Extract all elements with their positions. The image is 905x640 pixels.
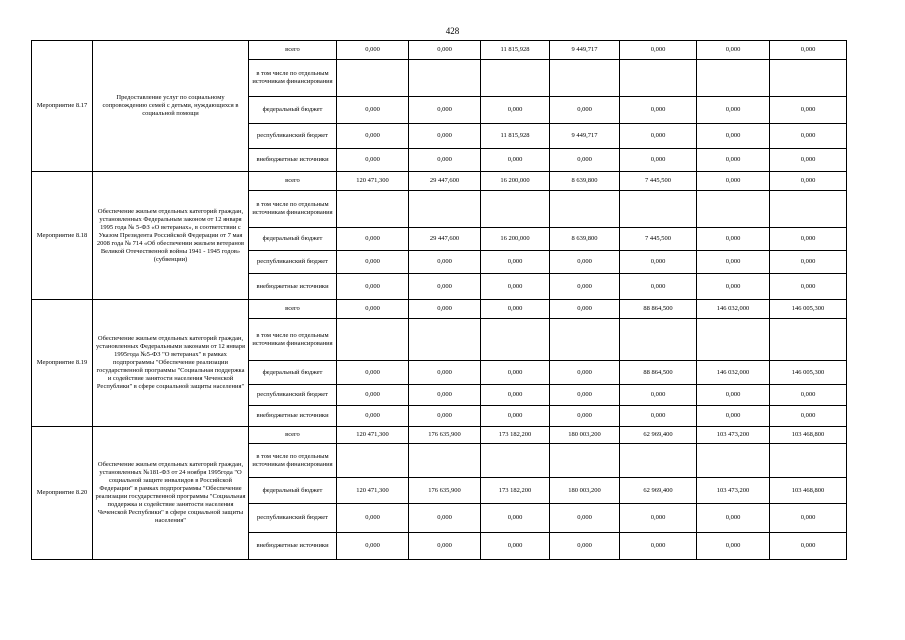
value-cell: 0,000 xyxy=(550,97,620,124)
value-cell: 0,000 xyxy=(697,149,770,172)
value-cell: 0,000 xyxy=(337,361,409,385)
value-cell: 146 032,000 xyxy=(697,361,770,385)
table-row xyxy=(32,300,847,319)
value-cell: 0,000 xyxy=(697,385,770,406)
description-cell: Предоставление услуг по социальному сопровождению семей с детьми, нуждающихся в социальной помощи xyxy=(93,41,249,172)
value-cell: 0,000 xyxy=(697,172,770,191)
value-cell: 103 473,200 xyxy=(697,478,770,504)
value-cell xyxy=(697,191,770,228)
value-cell: 0,000 xyxy=(620,251,697,274)
value-cell: 0,000 xyxy=(770,406,847,427)
funding-source-cell: республиканский бюджет xyxy=(249,124,337,149)
value-cell: 0,000 xyxy=(481,504,550,533)
value-cell xyxy=(620,444,697,478)
value-cell xyxy=(337,319,409,361)
value-cell: 0,000 xyxy=(697,274,770,300)
value-cell xyxy=(337,60,409,97)
funding-source-cell: внебюджетные источники xyxy=(249,406,337,427)
value-cell: 146 032,000 xyxy=(697,300,770,319)
funding-source-cell: всего xyxy=(249,427,337,444)
value-cell: 11 815,928 xyxy=(481,124,550,149)
value-cell: 8 639,800 xyxy=(550,228,620,251)
value-cell: 0,000 xyxy=(409,300,481,319)
value-cell: 62 969,400 xyxy=(620,427,697,444)
value-cell: 0,000 xyxy=(409,124,481,149)
value-cell: 88 864,500 xyxy=(620,300,697,319)
value-cell: 0,000 xyxy=(550,406,620,427)
value-cell: 0,000 xyxy=(620,41,697,60)
value-cell xyxy=(697,319,770,361)
value-cell: 0,000 xyxy=(409,533,481,560)
value-cell xyxy=(620,319,697,361)
value-cell: 0,000 xyxy=(770,504,847,533)
value-cell: 0,000 xyxy=(481,406,550,427)
value-cell: 0,000 xyxy=(550,274,620,300)
funding-source-cell: федеральный бюджет xyxy=(249,228,337,251)
value-cell: 0,000 xyxy=(337,228,409,251)
value-cell: 0,000 xyxy=(770,251,847,274)
funding-source-cell: республиканский бюджет xyxy=(249,504,337,533)
value-cell: 180 003,200 xyxy=(550,478,620,504)
value-cell xyxy=(409,319,481,361)
value-cell: 0,000 xyxy=(481,149,550,172)
value-cell: 0,000 xyxy=(481,385,550,406)
funding-source-cell: внебюджетные источники xyxy=(249,274,337,300)
value-cell: 0,000 xyxy=(770,41,847,60)
value-cell: 0,000 xyxy=(409,406,481,427)
value-cell: 16 200,000 xyxy=(481,172,550,191)
value-cell: 0,000 xyxy=(337,124,409,149)
value-cell: 0,000 xyxy=(620,504,697,533)
value-cell: 103 468,800 xyxy=(770,427,847,444)
value-cell: 16 200,000 xyxy=(481,228,550,251)
description-cell: Обеспечение жильем отдельных категорий граждан, установленных Федеральным законом от 12 января 1995 года № 5-ФЗ «О ветеранах», в соответствии с Указом Президента Российской Федерации от 7 мая 2008 года № 714 «Об обеспечении жильем ветеранов Великой Отечественной войны 1941 - 1945 годов» (субвенции) xyxy=(93,172,249,300)
value-cell: 0,000 xyxy=(337,149,409,172)
value-cell: 0,000 xyxy=(481,97,550,124)
value-cell: 0,000 xyxy=(770,533,847,560)
funding-source-cell: всего xyxy=(249,172,337,191)
value-cell xyxy=(770,60,847,97)
value-cell: 0,000 xyxy=(481,274,550,300)
value-cell: 0,000 xyxy=(770,172,847,191)
value-cell: 0,000 xyxy=(550,251,620,274)
value-cell xyxy=(550,444,620,478)
value-cell: 0,000 xyxy=(620,274,697,300)
event-cell: Мероприятие 8.20 xyxy=(32,427,93,560)
value-cell: 7 445,500 xyxy=(620,228,697,251)
value-cell: 0,000 xyxy=(620,533,697,560)
value-cell: 180 003,200 xyxy=(550,427,620,444)
value-cell: 0,000 xyxy=(620,385,697,406)
value-cell xyxy=(481,444,550,478)
value-cell: 0,000 xyxy=(409,361,481,385)
value-cell: 120 471,300 xyxy=(337,478,409,504)
description-cell: Обеспечение жильем отдельных категорий граждан, установленных №181-ФЗ от 24 ноября 1995года "О социальной защите инвалидов в Российской Федерации" в рамках подпрограммы "Обеспечение реализации государственной программы "Социальная поддержка и содействие занятости населения Чеченской Республики" в сфере социальной защиты населения" xyxy=(93,427,249,560)
value-cell: 0,000 xyxy=(770,385,847,406)
value-cell xyxy=(409,191,481,228)
value-cell: 0,000 xyxy=(550,149,620,172)
funding-table xyxy=(31,40,847,560)
description-cell: Обеспечение жильем отдельных категорий граждан, установленных Федеральными законами от 12 января 1995года №5-ФЗ "О ветеранах" в рамках подпрограммы "Обеспечение реализации государственной программы "Социальная поддержка и содействие занятости населения Чеченской Республики" в сфере социальной защиты населения" xyxy=(93,300,249,427)
value-cell xyxy=(481,319,550,361)
value-cell: 0,000 xyxy=(550,385,620,406)
value-cell: 0,000 xyxy=(770,149,847,172)
value-cell: 0,000 xyxy=(409,41,481,60)
value-cell xyxy=(481,60,550,97)
value-cell xyxy=(620,191,697,228)
event-cell: Мероприятие 8.17 xyxy=(32,41,93,172)
funding-source-cell: республиканский бюджет xyxy=(249,385,337,406)
value-cell: 11 815,928 xyxy=(481,41,550,60)
value-cell: 0,000 xyxy=(770,274,847,300)
value-cell xyxy=(337,444,409,478)
value-cell: 176 635,900 xyxy=(409,427,481,444)
value-cell xyxy=(409,444,481,478)
value-cell: 173 182,200 xyxy=(481,427,550,444)
value-cell: 0,000 xyxy=(337,385,409,406)
value-cell: 120 471,300 xyxy=(337,427,409,444)
funding-source-cell: всего xyxy=(249,300,337,319)
funding-source-cell: федеральный бюджет xyxy=(249,361,337,385)
value-cell xyxy=(620,60,697,97)
value-cell xyxy=(337,191,409,228)
value-cell: 120 471,300 xyxy=(337,172,409,191)
value-cell: 0,000 xyxy=(620,406,697,427)
value-cell xyxy=(770,319,847,361)
value-cell: 0,000 xyxy=(481,361,550,385)
table-row xyxy=(32,172,847,191)
value-cell: 0,000 xyxy=(697,41,770,60)
value-cell: 0,000 xyxy=(550,504,620,533)
value-cell xyxy=(550,319,620,361)
funding-source-cell: внебюджетные источники xyxy=(249,533,337,560)
value-cell: 0,000 xyxy=(409,149,481,172)
value-cell: 0,000 xyxy=(620,97,697,124)
value-cell: 0,000 xyxy=(770,124,847,149)
funding-source-cell: всего xyxy=(249,41,337,60)
value-cell: 0,000 xyxy=(409,97,481,124)
value-cell: 0,000 xyxy=(697,124,770,149)
value-cell: 0,000 xyxy=(550,361,620,385)
value-cell: 29 447,600 xyxy=(409,228,481,251)
value-cell: 0,000 xyxy=(409,504,481,533)
event-cell: Мероприятие 8.18 xyxy=(32,172,93,300)
value-cell xyxy=(550,191,620,228)
value-cell: 0,000 xyxy=(337,300,409,319)
value-cell xyxy=(409,60,481,97)
funding-source-cell: в том числе по отдельным источникам финансирования xyxy=(249,319,337,361)
value-cell: 0,000 xyxy=(770,228,847,251)
value-cell: 103 468,800 xyxy=(770,478,847,504)
funding-source-cell: федеральный бюджет xyxy=(249,478,337,504)
page-number: 428 xyxy=(445,26,460,36)
value-cell: 0,000 xyxy=(620,149,697,172)
value-cell: 176 635,900 xyxy=(409,478,481,504)
value-cell: 9 449,717 xyxy=(550,41,620,60)
value-cell xyxy=(697,60,770,97)
value-cell: 0,000 xyxy=(620,124,697,149)
value-cell: 0,000 xyxy=(697,97,770,124)
value-cell: 62 969,400 xyxy=(620,478,697,504)
value-cell: 0,000 xyxy=(697,533,770,560)
value-cell: 0,000 xyxy=(337,251,409,274)
value-cell: 0,000 xyxy=(409,251,481,274)
value-cell: 0,000 xyxy=(337,406,409,427)
value-cell: 7 445,500 xyxy=(620,172,697,191)
value-cell: 0,000 xyxy=(481,533,550,560)
table-row xyxy=(32,41,847,60)
value-cell: 9 449,717 xyxy=(550,124,620,149)
value-cell: 146 005,300 xyxy=(770,300,847,319)
table-row xyxy=(32,427,847,444)
value-cell: 0,000 xyxy=(481,300,550,319)
value-cell: 0,000 xyxy=(697,406,770,427)
value-cell xyxy=(697,444,770,478)
value-cell: 0,000 xyxy=(550,533,620,560)
value-cell: 0,000 xyxy=(697,504,770,533)
value-cell xyxy=(550,60,620,97)
event-cell: Мероприятие 8.19 xyxy=(32,300,93,427)
value-cell: 173 182,200 xyxy=(481,478,550,504)
value-cell: 0,000 xyxy=(550,300,620,319)
value-cell: 0,000 xyxy=(409,274,481,300)
value-cell: 0,000 xyxy=(409,385,481,406)
value-cell: 103 473,200 xyxy=(697,427,770,444)
value-cell: 0,000 xyxy=(337,533,409,560)
funding-source-cell: в том числе по отдельным источникам финансирования xyxy=(249,444,337,478)
value-cell: 0,000 xyxy=(770,97,847,124)
value-cell: 0,000 xyxy=(337,41,409,60)
funding-source-cell: в том числе по отдельным источникам финансирования xyxy=(249,191,337,228)
value-cell: 0,000 xyxy=(697,228,770,251)
value-cell: 29 447,600 xyxy=(409,172,481,191)
value-cell xyxy=(770,191,847,228)
funding-source-cell: республиканский бюджет xyxy=(249,251,337,274)
value-cell: 0,000 xyxy=(337,274,409,300)
funding-source-cell: в том числе по отдельным источникам финансирования xyxy=(249,60,337,97)
value-cell: 88 864,500 xyxy=(620,361,697,385)
funding-source-cell: федеральный бюджет xyxy=(249,97,337,124)
value-cell: 0,000 xyxy=(697,251,770,274)
value-cell: 8 639,800 xyxy=(550,172,620,191)
funding-source-cell: внебюджетные источники xyxy=(249,149,337,172)
value-cell xyxy=(770,444,847,478)
value-cell: 0,000 xyxy=(337,97,409,124)
value-cell: 146 005,300 xyxy=(770,361,847,385)
value-cell xyxy=(481,191,550,228)
value-cell: 0,000 xyxy=(481,251,550,274)
value-cell: 0,000 xyxy=(337,504,409,533)
